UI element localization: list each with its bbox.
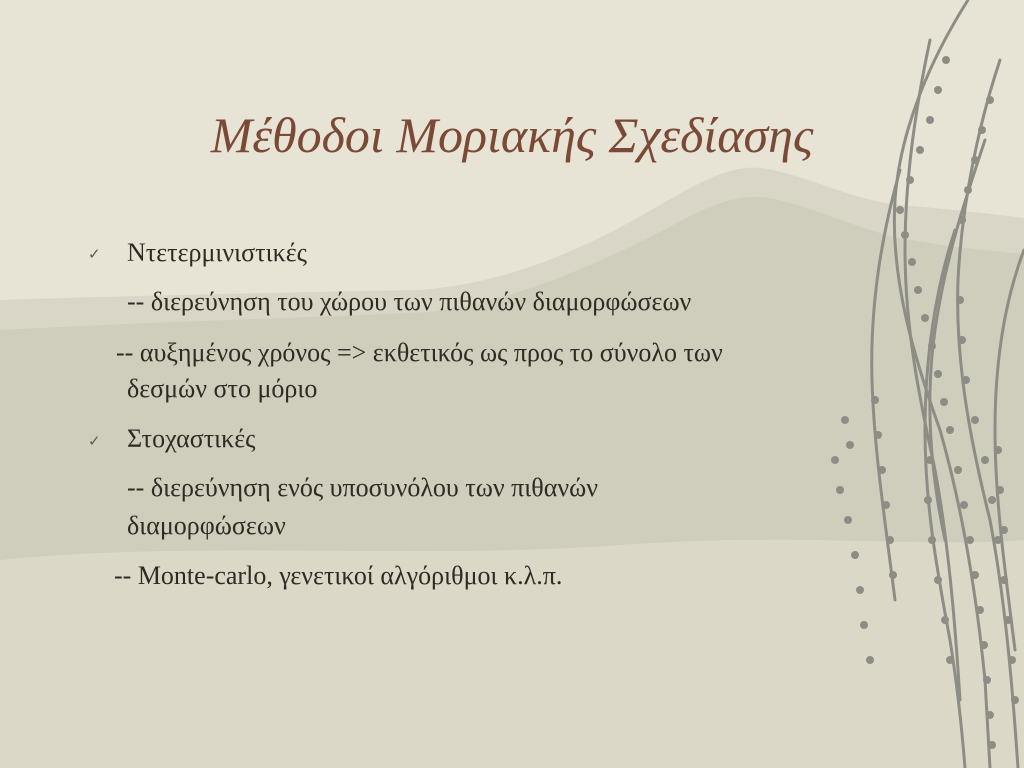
sub-item: -- αυξημένος χρόνος => εκθετικός ως προς το σύνολο των	[116, 338, 723, 367]
check-icon: ✓	[88, 432, 101, 450]
sub-item: -- διερεύνηση ενός υποσυνόλου των πιθανών	[127, 473, 598, 502]
sub-item: -- Monte-carlo, γενετικοί αλγόριθμοι κ.λ.π.	[114, 561, 563, 590]
check-icon: ✓	[88, 245, 101, 263]
sub-item-continuation: δεσμών στο μόριο	[127, 374, 318, 403]
sub-item-continuation: διαμορφώσεων	[127, 511, 286, 540]
bullet-stochastic: Στοχαστικές	[127, 424, 256, 453]
bullet-deterministic: Ντετερμινιστικές	[127, 238, 307, 267]
sub-item: -- διερεύνηση του χώρου των πιθανών διαμορφώσεων	[127, 287, 692, 316]
slide-title: Μέθοδοι Μοριακής Σχεδίασης	[210, 107, 814, 163]
